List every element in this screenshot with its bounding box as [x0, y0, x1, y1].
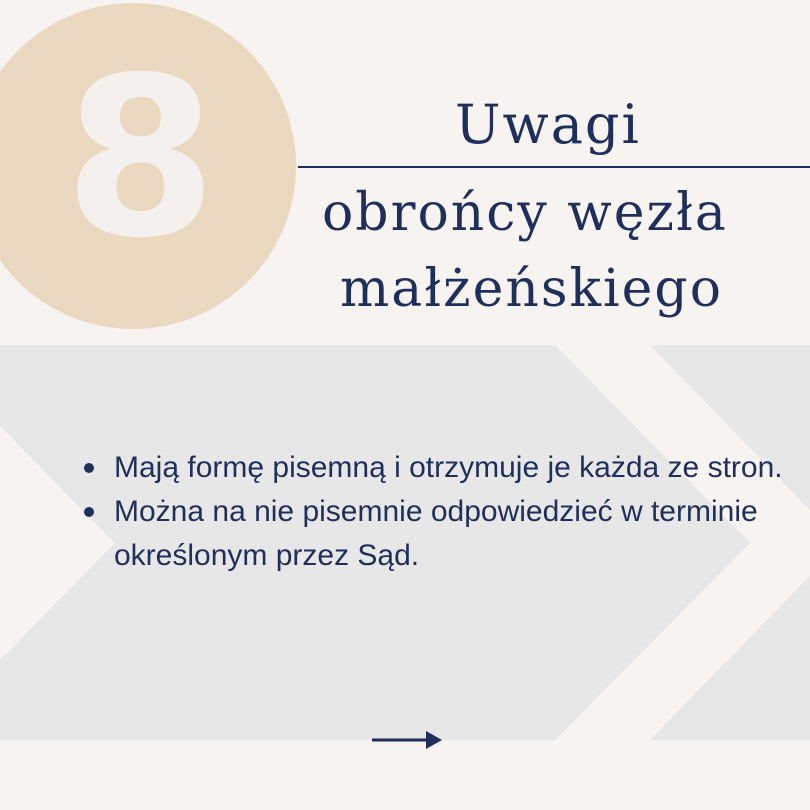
arrow-right-icon[interactable] [372, 729, 444, 751]
bullet-item [84, 446, 784, 490]
bullet-text: Mają formę pisemną i otrzymuje je każda ze stron. [114, 451, 783, 484]
bullet-item [84, 490, 784, 578]
title-divider [298, 166, 810, 168]
bullet-text: Można na nie pisemnie odpowiedzieć w terminie określonym przez Sąd. [114, 495, 758, 572]
bullet-dot-icon [84, 507, 94, 517]
title-line-3: małżeńskiego [340, 259, 724, 319]
slide-number: 8 [64, 30, 218, 286]
bullet-dot-icon [84, 463, 94, 473]
bullet-list [84, 446, 784, 578]
title-line-1: Uwagi [455, 93, 641, 156]
title-line-2: obrońcy węzła [322, 183, 728, 243]
